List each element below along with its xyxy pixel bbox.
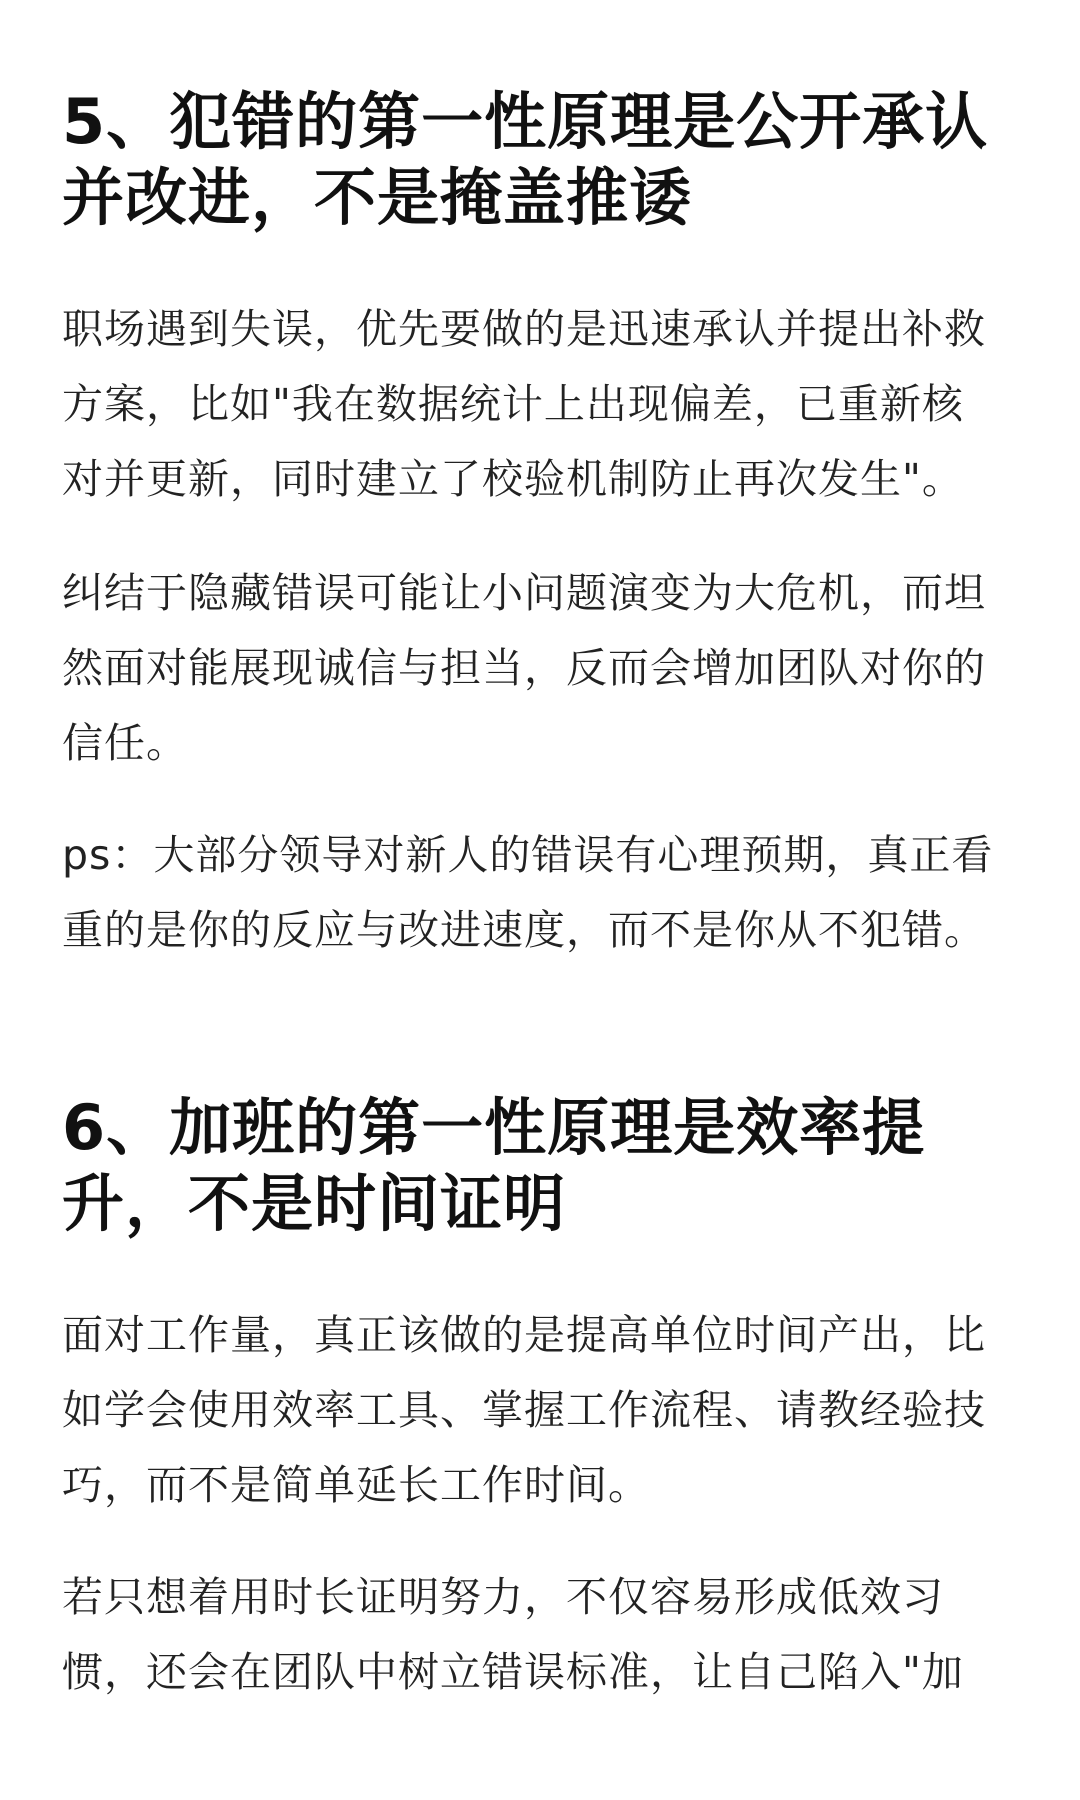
paragraph-line: 巧，而不是简单延长工作时间。 <box>62 1461 650 1509</box>
paragraph-line: 信任。 <box>62 719 188 767</box>
section-5-paragraph-2 <box>62 556 986 781</box>
section-5-paragraph-1 <box>62 292 986 517</box>
paragraph-line: 面对工作量，真正该做的是提高单位时间产出，比 <box>62 1311 986 1359</box>
paragraph-line: 纠结于隐藏错误可能让小问题演变为大危机，而坦 <box>62 569 986 617</box>
paragraph-line: 重的是你的反应与改进速度，而不是你从不犯错。 <box>62 906 986 954</box>
section-6-paragraph-1 <box>62 1298 986 1523</box>
title-line: 并改进，不是掩盖推诿 <box>62 161 693 234</box>
paragraph-line: 对并更新，同时建立了校验机制防止再次发生"。 <box>62 455 964 503</box>
paragraph-line: 然面对能展现诚信与担当，反而会增加团队对你的 <box>62 644 986 692</box>
paragraph-line: 如学会使用效率工具、掌握工作流程、请教经验技 <box>62 1386 986 1434</box>
title-line: 6、加班的第一性原理是效率提 <box>62 1091 926 1164</box>
paragraph-line: 方案，比如"我在数据统计上出现偏差，已重新核 <box>62 380 964 428</box>
section-6-paragraph-2 <box>62 1560 964 1710</box>
paragraph-line: 若只想着用时长证明努力，不仅容易形成低效习 <box>62 1573 944 1621</box>
paragraph-line: ps：大部分领导对新人的错误有心理预期，真正看 <box>62 831 994 879</box>
paragraph-line: 职场遇到失误，优先要做的是迅速承认并提出补救 <box>62 305 986 353</box>
section-6-title <box>62 1090 925 1242</box>
title-line: 升，不是时间证明 <box>62 1167 567 1240</box>
section-5-ps-note <box>62 818 993 968</box>
title-line: 5、犯错的第一性原理是公开承认 <box>62 85 989 158</box>
section-5-title <box>62 84 988 236</box>
paragraph-line: 惯，还会在团队中树立错误标准，让自己陷入"加 <box>62 1648 964 1696</box>
